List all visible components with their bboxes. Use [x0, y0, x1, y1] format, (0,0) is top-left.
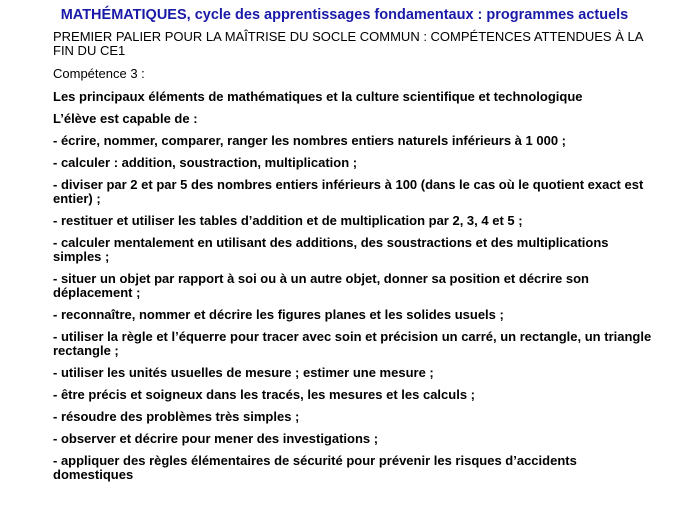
list-item: - calculer mentalement en utilisant des additions, des soustractions et des multiplications simples ;: [53, 235, 609, 264]
list-item: - restituer et utiliser les tables d’addition et de multiplication par 2, 3, 4 et 5 ;: [53, 213, 523, 228]
list-item: - être précis et soigneux dans les tracés, les mesures et les calculs ;: [53, 387, 475, 402]
list-item: - utiliser les unités usuelles de mesure ; estimer une mesure ;: [53, 365, 434, 380]
list-item: - reconnaître, nommer et décrire les figures planes et les solides usuels ;: [53, 307, 504, 322]
list-item: - résoudre des problèmes très simples ;: [53, 409, 300, 424]
list-item: - appliquer des règles élémentaires de sécurité pour prévenir les risques d’accidents domestiques: [53, 453, 577, 482]
list-item: - situer un objet par rapport à soi ou à un autre objet, donner sa position et décrire son déplacement ;: [53, 271, 589, 300]
list-item: - diviser par 2 et par 5 des nombres entiers inférieurs à 100 (dans le cas où le quotient exact est entier) ;: [53, 177, 644, 206]
document-content: [53, 30, 653, 490]
section-heading: PREMIER PALIER POUR LA MAÎTRISE DU SOCLE COMMUN : COMPÉTENCES ATTENDUES À LA FIN DU CE1: [53, 29, 643, 58]
list-item: - calculer : addition, soustraction, multiplication ;: [53, 155, 358, 170]
document-title: MATHÉMATIQUES, cycle des apprentissages fondamentaux : programmes actuels: [60, 7, 629, 23]
list-item: - utiliser la règle et l’équerre pour tracer avec soin et précision un carré, un rectangle, un triangle rectangle ;: [53, 329, 652, 358]
list-item: - observer et décrire pour mener des investigations ;: [53, 431, 379, 446]
competence-domain: Les principaux éléments de mathématiques et la culture scientifique et technologique: [53, 89, 583, 104]
list-item: - écrire, nommer, comparer, ranger les nombres entiers naturels inférieurs à 1 000 ;: [53, 133, 566, 148]
intro-line: L’élève est capable de :: [53, 111, 198, 126]
competence-label: Compétence 3 :: [53, 66, 145, 81]
